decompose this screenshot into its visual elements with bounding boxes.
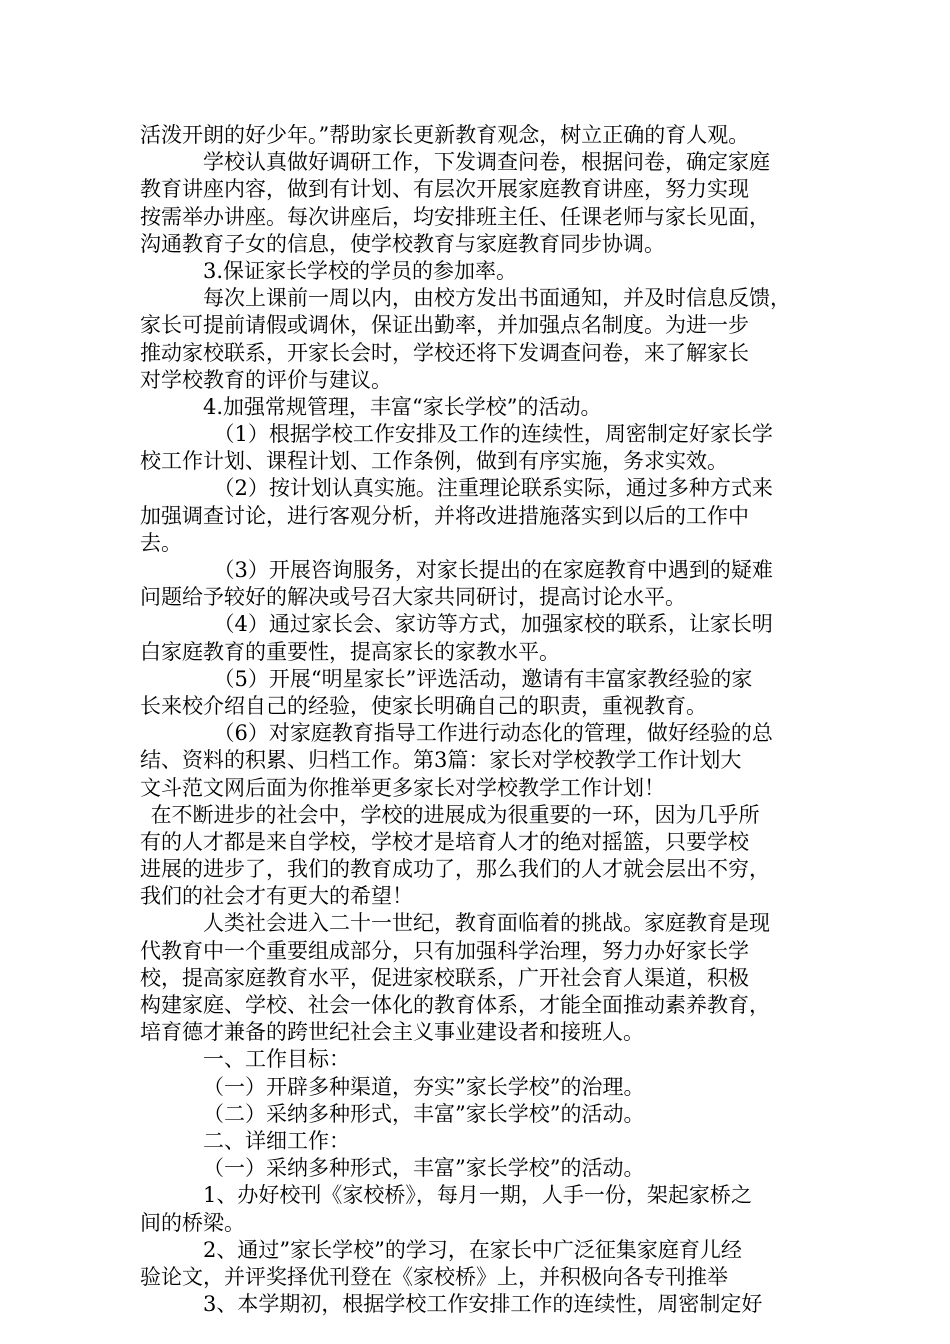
text-line: 培育德才兼备的跨世纪社会主义事业建设者和接班人。 xyxy=(140,1020,644,1045)
text-line: 教育讲座内容，做到有计划、有层次开展家庭教育讲座，努力实现 xyxy=(140,177,749,202)
text-line: （一）采纳多种形式，丰富”家长学校”的活动。 xyxy=(203,1156,645,1181)
text-line: 学校认真做好调研工作，下发调查问卷，根据问卷，确定家庭 xyxy=(203,150,770,175)
text-line: 家长可提前请假或调休，保证出勤率，并加强点名制度。为进一步 xyxy=(140,313,749,338)
text-line: 人类社会进入二十一世纪，教育面临着的挑战。家庭教育是现 xyxy=(203,911,770,936)
text-line: 二、详细工作： xyxy=(203,1128,350,1153)
text-line: 构建家庭、学校、社会一体化的教育体系，才能全面推动素养教育， xyxy=(140,993,770,1017)
text-line: 进展的进步了，我们的教育成功了，那么我们的人才就会层出不穷， xyxy=(140,857,770,882)
text-line: 有的人才都是来自学校，学校才是培育人才的绝对摇篮，只要学校 xyxy=(140,829,749,854)
text-line: 2、通过”家长学校”的学习，在家长中广泛征集家庭育儿经 xyxy=(203,1237,742,1262)
text-line: 长来校介绍自己的经验，使家长明确自己的职责，重视教育。 xyxy=(140,693,707,718)
text-line: 代教育中一个重要组成部分，只有加强科学治理，努力办好家长学 xyxy=(140,938,749,963)
text-line: 结、资料的积累、归档工作。第3篇：家长对学校教学工作计划大 xyxy=(140,748,742,773)
text-line: 每次上课前一周以内，由校方发出书面通知，并及时信息反馈， xyxy=(203,286,791,311)
text-line: （一）开辟多种渠道，夯实”家长学校”的治理。 xyxy=(203,1074,645,1099)
text-line: 间的桥梁。 xyxy=(140,1210,245,1235)
text-line: 沟通教育子女的信息，使学校教育与家庭教育同步协调。 xyxy=(140,231,665,256)
text-line: 加强调查讨论，进行客观分析，并将改进措施落实到以后的工作中 xyxy=(140,503,749,528)
text-line: 校，提高家庭教育水平，促进家校联系，广开社会育人渠道，积极 xyxy=(140,965,749,990)
text-line: 对学校教育的评价与建议。 xyxy=(140,367,392,392)
text-line: 我们的社会才有更大的希望！ xyxy=(140,884,413,909)
text-line: （1）根据学校工作安排及工作的连续性，周密制定好家长学 xyxy=(213,422,773,447)
text-line: 1、办好校刊《家校桥》，每月一期，人手一份，架起家桥之 xyxy=(203,1183,752,1208)
text-line: 在不断进步的社会中，学校的进展成为很重要的一环，因为几乎所 xyxy=(150,802,760,827)
text-line: 4.加强常规管理，丰富“家长学校”的活动。 xyxy=(203,394,602,419)
text-line: 按需举办讲座。每次讲座后，均安排班主任、任课老师与家长见面， xyxy=(140,204,770,229)
text-line: 推动家校联系，开家长会时，学校还将下发调查问卷，来了解家长 xyxy=(140,340,749,365)
text-line: （3）开展咨询服务，对家长提出的在家庭教育中遇到的疑难 xyxy=(213,558,773,582)
text-line: 白家庭教育的重要性，提高家长的家教水平。 xyxy=(140,639,560,664)
text-line: 3.保证家长学校的学员的参加率。 xyxy=(203,258,518,283)
body-text xyxy=(140,122,812,1318)
text-line: 验论文，并评奖择优刊登在《家校桥》上，并积极向各专刊推举 xyxy=(140,1264,728,1289)
text-line: （4）通过家长会、家访等方式，加强家校的联系，让家长明 xyxy=(213,612,773,637)
text-line: （2）按计划认真实施。注重理论联系实际，通过多种方式来 xyxy=(213,476,773,501)
text-line: 一、工作目标： xyxy=(203,1047,350,1072)
text-line: 3、本学期初，根据学校工作安排工作的连续性，周密制定好 xyxy=(203,1292,763,1317)
text-line: （二）采纳多种形式，丰富”家长学校”的活动。 xyxy=(203,1101,645,1126)
text-line: （5）开展“明星家长”评选活动，邀请有丰富家教经验的家 xyxy=(213,666,753,691)
text-line: （6）对家庭教育指导工作进行动态化的管理，做好经验的总 xyxy=(213,721,773,746)
text-line: 去。 xyxy=(140,530,182,555)
text-line: 活泼开朗的好少年。”帮助家长更新教育观念，树立正确的育人观。 xyxy=(140,123,750,147)
text-line: 校工作计划、课程计划、工作条例，做到有序实施，务求实效。 xyxy=(140,449,728,474)
text-line: 文斗范文网后面为你推举更多家长对学校教学工作计划！ xyxy=(140,775,665,800)
text-line: 问题给予较好的解决或号召大家共同研讨，提高讨论水平。 xyxy=(140,585,686,610)
